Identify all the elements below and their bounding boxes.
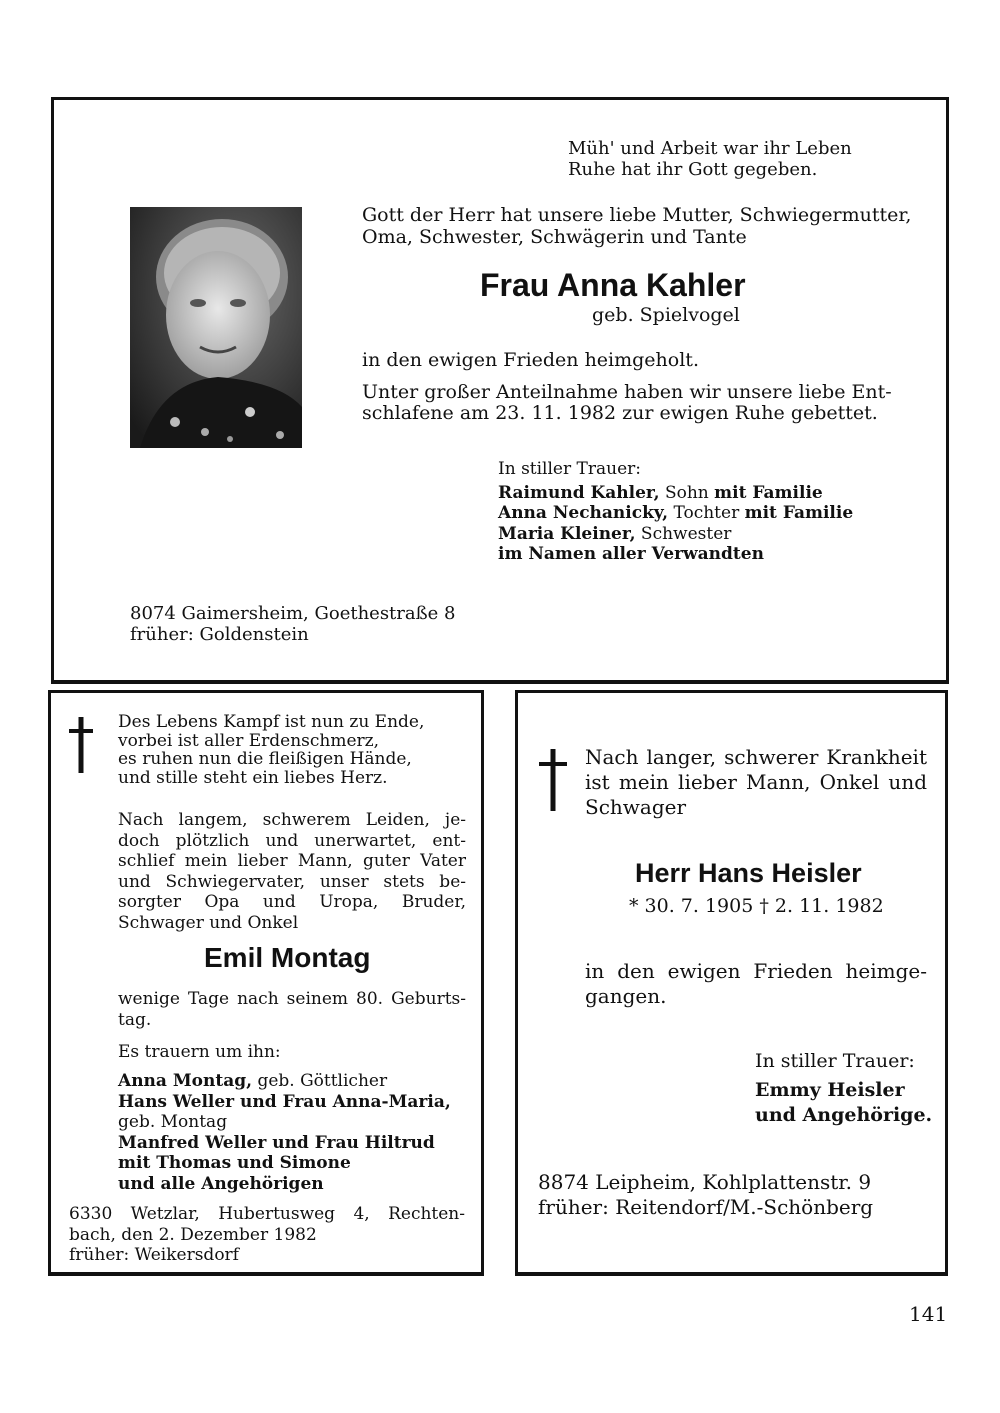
mourner-role: Schwester (635, 523, 732, 544)
mourning-title: Es trauern um ihn: (118, 1042, 281, 1062)
mourning-title: In stiller Trauer: (755, 1050, 915, 1072)
intro-text (362, 204, 911, 248)
mourner-extra: mit Familie (744, 503, 854, 523)
poem-line: es ruhen nun die fleißigen Hände, (118, 749, 412, 769)
mourner-name: Maria Kleiner, (498, 523, 636, 544)
intro-line: ist mein lieber Mann, Onkel und (585, 770, 927, 794)
burial-line: Unter großer Anteilnahme haben wir unsere liebe Ent- (362, 381, 892, 403)
body-text (118, 810, 466, 933)
deceased-name: Frau Anna Kahler (480, 267, 746, 303)
poem (118, 713, 424, 787)
mourner-name: Manfred Weller und Frau Hiltrud (118, 1132, 435, 1153)
intro-line: Schwager (585, 795, 687, 819)
portrait-photo (130, 207, 302, 448)
mourner-row (498, 483, 853, 504)
peace-line: in den ewigen Frieden heimge- (585, 959, 927, 983)
after-name-line: tag. (118, 1009, 152, 1030)
peace-text: in den ewigen Frieden heimgeholt. (362, 349, 699, 371)
body-line: und Schwiegervater, unser stets be- (118, 871, 466, 892)
burial-line: schlafene am 23. 11. 1982 zur ewigen Ruhe gebettet. (362, 402, 878, 424)
deceased-name: Herr Hans Heisler (635, 858, 862, 888)
motto-line: Ruhe hat ihr Gott gegeben. (568, 159, 818, 180)
mourner-role: Tochter (668, 503, 745, 523)
deceased-name: Emil Montag (204, 942, 371, 973)
intro-line: Oma, Schwester, Schwägerin und Tante (362, 226, 747, 248)
intro-line: Gott der Herr hat unsere liebe Mutter, Schwiegermutter, (362, 204, 912, 226)
peace-line: gangen. (585, 984, 667, 1008)
mourner-row (118, 1153, 451, 1174)
mourners-block (118, 1071, 451, 1194)
mourner-name: mit Thomas und Simone (118, 1153, 351, 1173)
body-line: schlief mein lieber Mann, guter Vater (118, 851, 466, 871)
body-line: sorgter Opa und Uropa, Bruder, (118, 892, 466, 912)
mourner-name: und Angehörige. (755, 1104, 933, 1126)
address-line: bach, den 2. Dezember 1982 (69, 1224, 317, 1245)
mourner-name: Anna Nechanicky, (498, 503, 669, 523)
address-line: früher: Reitendorf/M.-Schönberg (538, 1195, 874, 1219)
address (69, 1204, 465, 1266)
body-line: doch plötzlich und unerwartet, ent- (118, 830, 466, 851)
poem-line: vorbei ist aller Erdenschmerz, (118, 730, 380, 751)
life-dates: * 30. 7. 1905 † 2. 11. 1982 (629, 895, 884, 917)
mourner-row (118, 1174, 451, 1195)
notice-hans-heisler (515, 690, 948, 1276)
mourner-row (118, 1133, 451, 1154)
address-line: früher: Weikersdorf (69, 1245, 239, 1265)
after-name-text (118, 989, 466, 1030)
birth-name: geb. Spielvogel (592, 304, 740, 326)
address-line: 8074 Gaimersheim, Goethestraße 8 (130, 603, 456, 624)
notice-emil-montag (48, 690, 484, 1276)
address-line: früher: Goldenstein (130, 623, 309, 645)
after-name-line: wenige Tage nach seinem 80. Geburts- (118, 989, 466, 1009)
body-line: Nach langem, schwerem Leiden, je- (118, 810, 466, 830)
address-line: 6330 Wetzlar, Hubertusweg 4, Rechten- (69, 1204, 465, 1224)
notice-anna-kahler (51, 97, 949, 684)
mourner-detail: geb. Montag (118, 1112, 228, 1132)
intro-text (585, 745, 927, 820)
cross-icon (539, 749, 567, 815)
mourner-name: Raimund Kahler, (498, 482, 660, 503)
poem-line: Des Lebens Kampf ist nun zu Ende, (118, 712, 425, 732)
mourner-row (498, 503, 853, 524)
mourner-name: und alle Angehörigen (118, 1173, 324, 1194)
address (538, 1170, 873, 1220)
mourner-name: Hans Weller und Frau Anna-Maria, (118, 1091, 451, 1112)
mourner-extra: mit Familie (714, 482, 823, 503)
mourner-role: Sohn (659, 482, 715, 503)
mourner-row (118, 1112, 451, 1133)
mourner-row (118, 1092, 451, 1113)
peace-text (585, 959, 927, 1009)
page-number: 141 (909, 1302, 948, 1326)
cross-icon (69, 717, 93, 777)
body-line: Schwager und Onkel (118, 912, 299, 933)
burial-text (362, 382, 892, 424)
mourners-closing: im Namen aller Verwandten (498, 544, 764, 564)
mourner-row (498, 524, 853, 545)
motto-line: Müh' und Arbeit war ihr Leben (568, 138, 852, 159)
mourners-block (498, 459, 853, 565)
intro-line: Nach langer, schwerer Krankheit (585, 745, 927, 769)
mourner-detail: geb. Göttlicher (252, 1071, 388, 1091)
mourning-title: In stiller Trauer: (498, 459, 641, 479)
mourner-row (118, 1071, 451, 1092)
poem-line: und stille steht ein liebes Herz. (118, 767, 388, 788)
address-line: 8874 Leipheim, Kohlplattenstr. 9 (538, 1170, 872, 1194)
address (130, 604, 455, 645)
mourner-name: Emmy Heisler (755, 1079, 905, 1101)
mourner-name: Anna Montag, (118, 1071, 253, 1091)
mourners-block (755, 1049, 932, 1128)
portrait-photo-icon (130, 207, 302, 448)
motto (568, 138, 852, 180)
